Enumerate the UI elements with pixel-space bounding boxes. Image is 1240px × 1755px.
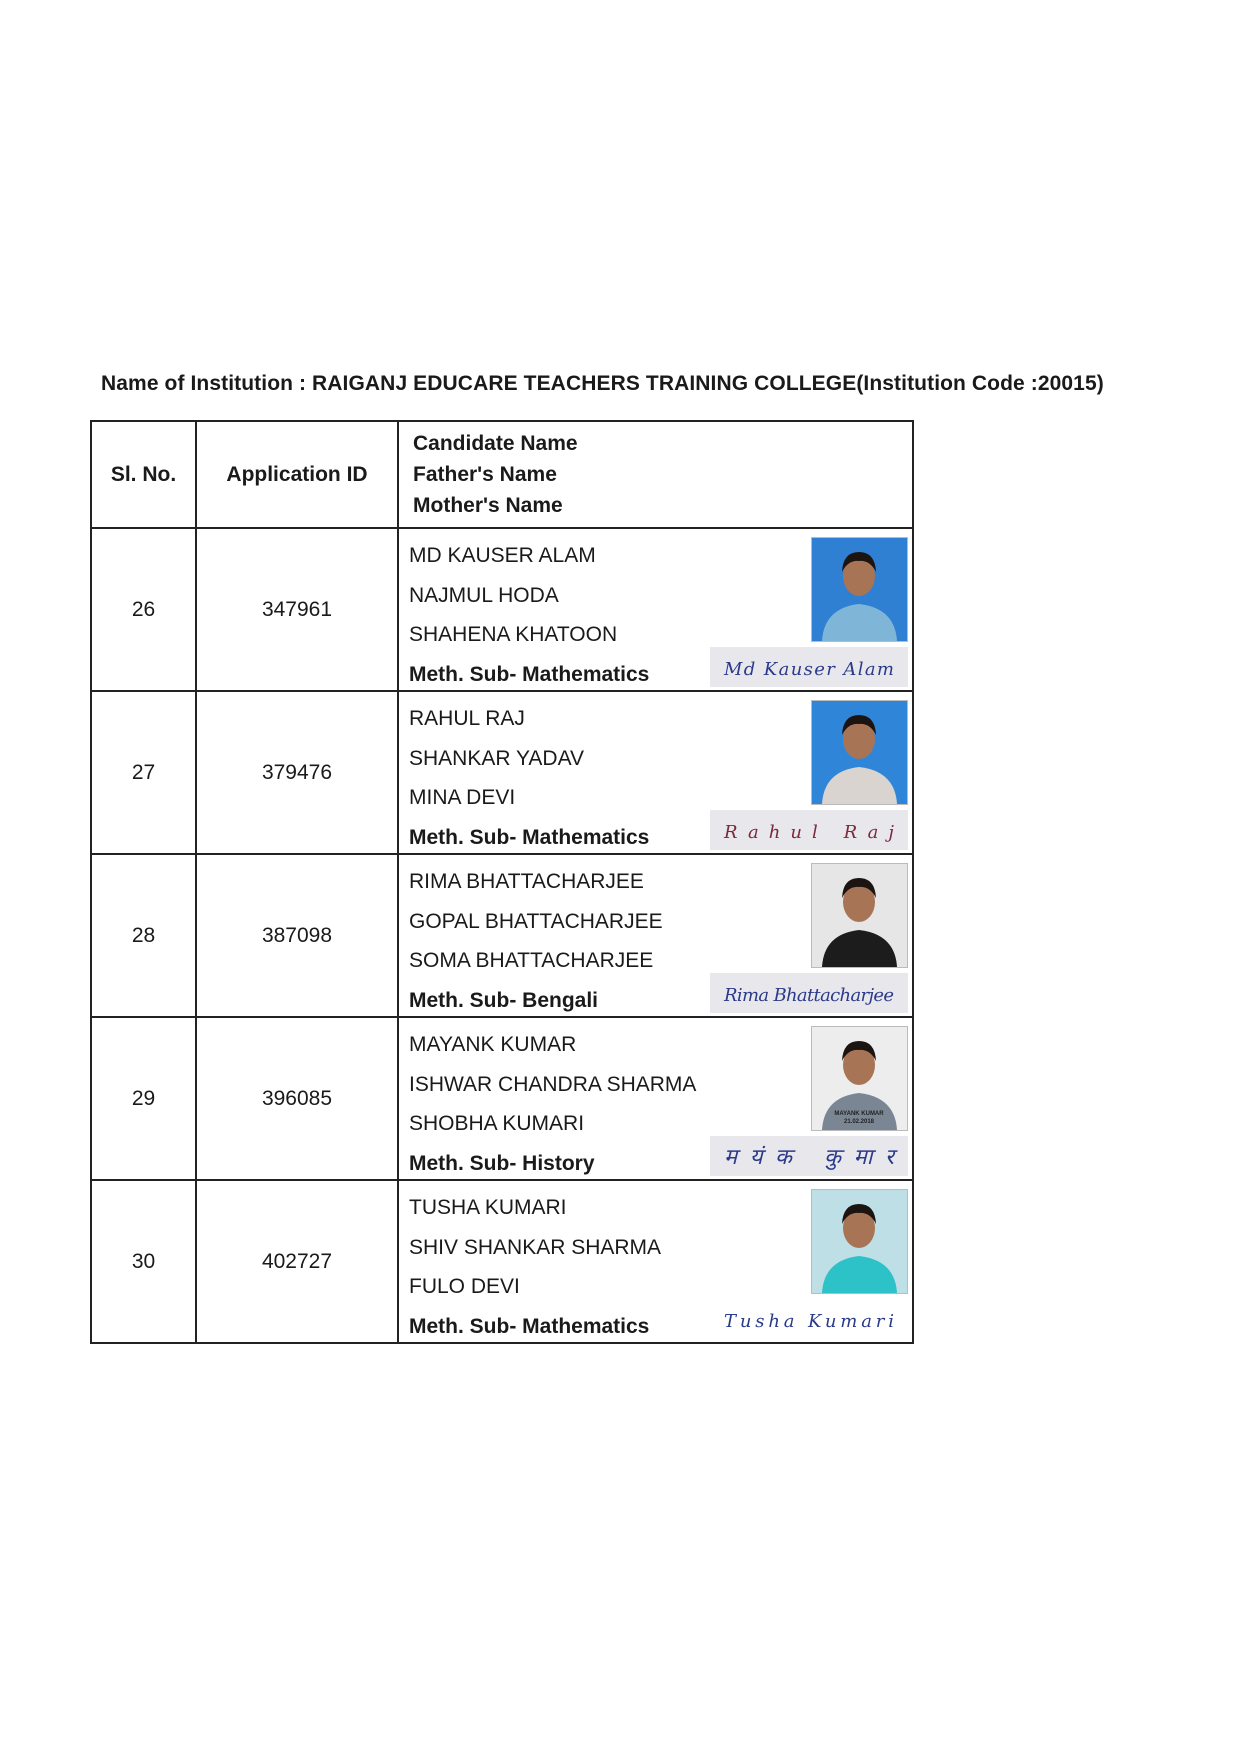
candidate-details-cell: [398, 854, 913, 1017]
table-header-row: [91, 421, 913, 528]
candidate-name: MD KAUSER ALAM: [409, 544, 596, 567]
candidate-signature: [710, 973, 908, 1013]
header-sl-no: Sl. No.: [91, 421, 196, 528]
candidate-details-cell: [398, 691, 913, 854]
father-name: SHIV SHANKAR SHARMA: [409, 1235, 662, 1259]
candidate-signature: [710, 647, 908, 687]
photo-caption: 21.02.2018: [843, 1119, 875, 1125]
candidate-signature: [710, 1136, 908, 1176]
method-subject: Meth. Sub- Mathematics: [409, 825, 650, 849]
candidate-name: RIMA BHATTACHARJEE: [409, 870, 644, 893]
method-subject: Meth. Sub- Bengali: [409, 988, 598, 1012]
candidate-signature: [710, 810, 908, 850]
sl-no-cell: 27: [91, 691, 196, 854]
candidate-photo: [811, 1026, 908, 1131]
candidate-table: [90, 420, 914, 1344]
candidate-name: RAHUL RAJ: [409, 707, 525, 730]
header-mother-name: Mother's Name: [413, 494, 563, 517]
candidate-signature: [710, 1299, 908, 1339]
candidate-lines: [409, 1188, 661, 1346]
mother-name: SHAHENA KHATOON: [409, 623, 618, 646]
application-id-cell: 347961: [196, 528, 398, 691]
application-id-cell: 402727: [196, 1180, 398, 1343]
candidate-name: TUSHA KUMARI: [409, 1196, 567, 1219]
application-id-cell: 387098: [196, 854, 398, 1017]
header-application-id: Application ID: [196, 421, 398, 528]
table-row: [91, 1180, 913, 1343]
signature-text: मयंक कुमार: [724, 1145, 894, 1170]
table-row: [91, 854, 913, 1017]
mother-name: SOMA BHATTACHARJEE: [409, 949, 654, 972]
sl-no-cell: 30: [91, 1180, 196, 1343]
candidate-photo: [811, 700, 908, 805]
signature-text: Rima Bhattacharjee: [724, 985, 894, 1006]
candidate-details-cell: [398, 1017, 913, 1180]
institution-title: Name of Institution : RAIGANJ EDUCARE TEACHERS TRAINING COLLEGE(Institution Code :20015): [101, 372, 1104, 395]
application-id-cell: 396085: [196, 1017, 398, 1180]
candidate-photo: [811, 537, 908, 642]
table-row: [91, 528, 913, 691]
header-father-name: Father's Name: [413, 463, 557, 486]
father-name: GOPAL BHATTACHARJEE: [409, 909, 663, 933]
candidate-lines: [409, 536, 649, 694]
table-row: [91, 1017, 913, 1180]
header-candidate-name: Candidate Name: [413, 432, 578, 455]
father-name: NAJMUL HODA: [409, 583, 559, 607]
header-names: [398, 421, 913, 528]
signature-text: Md Kauser Alam: [724, 659, 894, 680]
method-subject: Meth. Sub- Mathematics: [409, 662, 650, 686]
candidate-name: MAYANK KUMAR: [409, 1033, 577, 1056]
candidate-photo: [811, 1189, 908, 1294]
application-id-cell: 379476: [196, 691, 398, 854]
candidate-lines: [409, 699, 649, 857]
method-subject: Meth. Sub- History: [409, 1151, 595, 1175]
table-row: [91, 691, 913, 854]
candidate-lines: [409, 862, 663, 1020]
father-name: SHANKAR YADAV: [409, 746, 585, 770]
mother-name: MINA DEVI: [409, 786, 516, 809]
candidate-lines: [409, 1025, 696, 1183]
photo-caption: MAYANK KUMAR: [834, 1111, 884, 1117]
mother-name: FULO DEVI: [409, 1275, 520, 1298]
candidate-details-cell: [398, 1180, 913, 1343]
sl-no-cell: 29: [91, 1017, 196, 1180]
candidate-photo: [811, 863, 908, 968]
mother-name: SHOBHA KUMARI: [409, 1112, 585, 1135]
father-name: ISHWAR CHANDRA SHARMA: [409, 1072, 697, 1096]
signature-text: Rahul Raj: [724, 822, 894, 843]
method-subject: Meth. Sub- Mathematics: [409, 1314, 650, 1338]
candidate-details-cell: [398, 528, 913, 691]
signature-text: Tusha Kumari: [724, 1311, 894, 1332]
sl-no-cell: 26: [91, 528, 196, 691]
sl-no-cell: 28: [91, 854, 196, 1017]
